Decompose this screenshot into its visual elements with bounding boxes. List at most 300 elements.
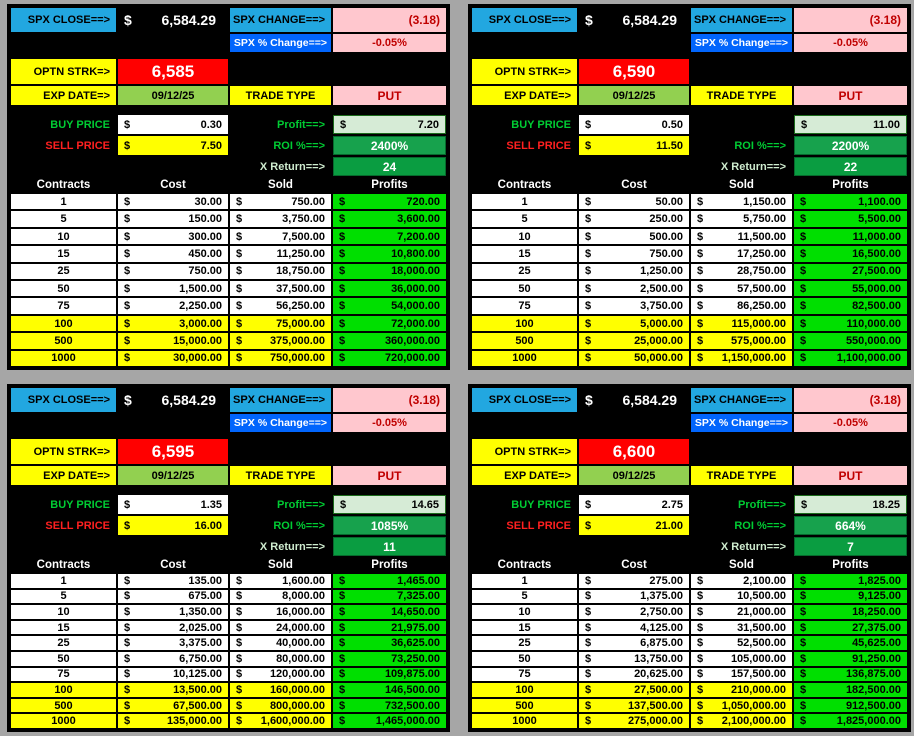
col-header-contracts: Contracts xyxy=(36,179,91,191)
dollar-sign: $ xyxy=(339,282,346,295)
contracts-cell: 50 xyxy=(11,281,116,296)
dollar-sign: $ xyxy=(236,683,243,696)
table-row xyxy=(472,683,907,697)
contracts-cell: 100 xyxy=(11,683,116,697)
dollar-sign: $ xyxy=(124,352,131,365)
spx-close-amount: 6,584.29 xyxy=(161,12,216,28)
profit-amount: 146,500.00 xyxy=(384,683,440,696)
dollar-sign: $ xyxy=(124,605,131,618)
exp-date-value[interactable]: 09/12/25 xyxy=(579,86,689,105)
col-header-sold: Sold xyxy=(268,179,293,191)
cost-cell xyxy=(579,246,689,261)
dollar-sign: $ xyxy=(585,230,592,243)
spx-pct-row xyxy=(11,34,446,52)
contracts-table xyxy=(472,574,907,728)
profit-cell xyxy=(333,699,446,713)
dollar-sign: $ xyxy=(124,574,131,587)
profit-value xyxy=(333,115,446,134)
profit-label: Profit==> xyxy=(277,498,325,511)
spx-close-amount: 6,584.29 xyxy=(622,392,677,408)
table-row xyxy=(11,229,446,244)
sold-cell xyxy=(230,194,331,209)
table-row xyxy=(11,351,446,366)
col-header-profits: Profits xyxy=(832,179,869,191)
profit-cell xyxy=(794,636,907,650)
dollar-sign: $ xyxy=(697,247,704,260)
dollar-sign: $ xyxy=(124,715,131,728)
sell-price-input[interactable] xyxy=(579,136,689,155)
buy-price-input[interactable] xyxy=(118,115,228,134)
spx-close-label: SPX CLOSE==> xyxy=(472,388,577,412)
trade-type-value[interactable]: PUT xyxy=(333,86,446,105)
table-row xyxy=(472,652,907,666)
table-row xyxy=(472,298,907,313)
table-row xyxy=(11,211,446,226)
cost-cell xyxy=(579,590,689,604)
dollar-sign: $ xyxy=(585,574,592,587)
contracts-cell: 75 xyxy=(472,298,577,313)
profit-amount: 18,000.00 xyxy=(391,265,440,278)
dollar-sign: $ xyxy=(236,247,243,260)
dollar-sign: $ xyxy=(124,118,131,131)
x-return-label: X Return==> xyxy=(720,540,786,553)
table-row xyxy=(11,714,446,728)
dollar-sign: $ xyxy=(236,621,243,634)
profit-label: Profit==> xyxy=(277,118,325,131)
dollar-sign: $ xyxy=(800,300,807,313)
dollar-sign: $ xyxy=(339,334,346,347)
contracts-cell: 15 xyxy=(472,621,577,635)
optn-strk-value[interactable]: 6,585 xyxy=(118,59,228,84)
dollar-sign: $ xyxy=(236,668,243,681)
row-spacer xyxy=(11,487,446,495)
trade-type-value[interactable]: PUT xyxy=(794,86,907,105)
contracts-cell: 1 xyxy=(472,574,577,588)
sold-amount: 2,100.00 xyxy=(743,574,786,587)
spx-change-label: SPX CHANGE==> xyxy=(230,388,331,412)
contracts-cell: 1 xyxy=(472,194,577,209)
profit-amount: 9,125.00 xyxy=(858,590,901,603)
dollar-sign: $ xyxy=(801,118,808,131)
table-row xyxy=(472,714,907,728)
cost-amount: 2,500.00 xyxy=(640,282,683,295)
profit-cell xyxy=(794,605,907,619)
table-row xyxy=(11,316,446,331)
spx-close-row xyxy=(472,8,907,32)
cost-cell xyxy=(579,316,689,331)
sell-price-amount: 11.50 xyxy=(656,139,683,152)
contracts-cell: 1 xyxy=(11,574,116,588)
profit-cell xyxy=(333,194,446,209)
profit-amount: 54,000.00 xyxy=(391,300,440,313)
sell-price-row xyxy=(472,516,907,535)
optn-strk-label: OPTN STRK=> xyxy=(472,59,577,84)
dollar-sign: $ xyxy=(339,699,346,712)
empty-cell xyxy=(691,59,792,84)
cost-amount: 25,000.00 xyxy=(634,334,683,347)
spx-pct-row xyxy=(472,34,907,52)
dollar-sign: $ xyxy=(339,230,346,243)
buy-price-amount: 0.30 xyxy=(200,118,222,131)
dollar-sign: $ xyxy=(800,699,807,712)
spx-close-row xyxy=(11,8,446,32)
trade-type-value[interactable]: PUT xyxy=(333,466,446,485)
contracts-cell: 10 xyxy=(11,605,116,619)
buy-price-amount: 2.75 xyxy=(661,498,683,511)
profit-cell xyxy=(333,636,446,650)
dollar-sign: $ xyxy=(697,352,704,365)
profit-amount: 550,000.00 xyxy=(845,334,901,347)
option-strike-panel xyxy=(7,384,450,732)
dollar-sign: $ xyxy=(339,265,346,278)
profit-amount: 7,325.00 xyxy=(397,590,440,603)
sold-amount: 750,000.00 xyxy=(269,352,325,365)
col-header-contracts: Contracts xyxy=(497,559,552,571)
dollar-sign: $ xyxy=(585,637,592,650)
sold-amount: 1,600,000.00 xyxy=(260,715,325,728)
profit-cell xyxy=(333,333,446,348)
dollar-sign: $ xyxy=(124,317,131,330)
profit-cell xyxy=(794,333,907,348)
sold-cell xyxy=(691,621,792,635)
empty-cell xyxy=(794,439,907,464)
sold-amount: 75,000.00 xyxy=(276,317,325,330)
profit-amount: 7,200.00 xyxy=(397,230,440,243)
cost-amount: 5,000.00 xyxy=(640,317,683,330)
contracts-cell: 10 xyxy=(11,229,116,244)
strike-row xyxy=(11,59,446,84)
dollar-sign: $ xyxy=(585,498,592,511)
cost-cell xyxy=(118,281,228,296)
cost-cell xyxy=(118,229,228,244)
profit-cell xyxy=(333,229,446,244)
x-return-label: X Return==> xyxy=(259,540,325,553)
dollar-sign: $ xyxy=(585,699,592,712)
profit-cell xyxy=(794,316,907,331)
dollar-sign: $ xyxy=(236,317,243,330)
dollar-sign: $ xyxy=(697,621,704,634)
cost-amount: 750.00 xyxy=(188,265,222,278)
dollar-sign: $ xyxy=(697,195,704,208)
cost-cell xyxy=(579,652,689,666)
col-header-profits: Profits xyxy=(371,179,408,191)
cost-amount: 27,500.00 xyxy=(634,683,683,696)
sold-amount: 11,500.00 xyxy=(737,230,786,243)
sold-amount: 8,000.00 xyxy=(282,590,325,603)
dollar-sign: $ xyxy=(585,334,592,347)
sold-cell xyxy=(230,211,331,226)
spx-close-value xyxy=(579,388,689,412)
sold-cell xyxy=(230,316,331,331)
profit-amount: 1,825.00 xyxy=(858,574,901,587)
contracts-cell: 1000 xyxy=(472,714,577,728)
roi-value: 2200% xyxy=(794,136,907,155)
sell-price-input[interactable] xyxy=(118,516,228,535)
cost-amount: 135,000.00 xyxy=(166,715,222,728)
col-header-profits: Profits xyxy=(832,559,869,571)
dollar-sign: $ xyxy=(124,195,131,208)
cost-amount: 3,000.00 xyxy=(179,317,222,330)
sold-cell xyxy=(691,298,792,313)
dollar-sign: $ xyxy=(124,12,132,28)
dollar-sign: $ xyxy=(124,230,131,243)
empty-cell xyxy=(11,537,116,556)
sold-amount: 800,000.00 xyxy=(269,699,325,712)
optn-strk-value[interactable]: 6,600 xyxy=(579,439,689,464)
table-row xyxy=(472,264,907,279)
dollar-sign: $ xyxy=(585,282,592,295)
profit-amount: 7.20 xyxy=(417,118,439,131)
contracts-cell: 100 xyxy=(472,683,577,697)
dollar-sign: $ xyxy=(124,265,131,278)
cost-amount: 3,375.00 xyxy=(179,637,222,650)
dollar-sign: $ xyxy=(339,605,346,618)
sell-price-row xyxy=(11,516,446,535)
dollar-sign: $ xyxy=(236,300,243,313)
optn-strk-value[interactable]: 6,590 xyxy=(579,59,689,84)
row-spacer xyxy=(472,107,907,115)
cost-amount: 500.00 xyxy=(649,230,683,243)
profit-amount: 1,465,000.00 xyxy=(375,715,440,728)
roi-label: ROI %==> xyxy=(273,519,325,532)
sold-cell xyxy=(691,714,792,728)
profit-cell xyxy=(333,683,446,697)
sell-price-row xyxy=(11,136,446,155)
profit-cell xyxy=(333,264,446,279)
dollar-sign: $ xyxy=(236,352,243,365)
cost-cell xyxy=(118,621,228,635)
cost-cell xyxy=(579,351,689,366)
table-row xyxy=(11,652,446,666)
sold-amount: 1,150.00 xyxy=(743,195,786,208)
buy-price-label: BUY PRICE xyxy=(511,498,571,511)
dollar-sign: $ xyxy=(697,300,704,313)
trade-type-label: TRADE TYPE xyxy=(230,86,331,105)
empty-cell xyxy=(691,439,792,464)
sell-price-input[interactable] xyxy=(118,136,228,155)
spx-close-amount: 6,584.29 xyxy=(622,12,677,28)
cost-cell xyxy=(579,298,689,313)
exp-date-value[interactable]: 09/12/25 xyxy=(579,466,689,485)
sold-amount: 105,000.00 xyxy=(730,652,786,665)
spx-change-value: (3.18) xyxy=(794,8,907,32)
dollar-sign: $ xyxy=(339,668,346,681)
cost-cell xyxy=(579,636,689,650)
empty-cell xyxy=(794,59,907,84)
strike-row xyxy=(11,439,446,464)
option-strike-panel xyxy=(7,4,450,370)
sell-price-row xyxy=(472,136,907,155)
sold-cell xyxy=(230,590,331,604)
cost-cell xyxy=(118,194,228,209)
profit-cell xyxy=(333,621,446,635)
sold-amount: 80,000.00 xyxy=(276,652,325,665)
sold-cell xyxy=(230,621,331,635)
contracts-cell: 5 xyxy=(11,211,116,226)
table-row xyxy=(11,246,446,261)
sold-amount: 16,000.00 xyxy=(276,605,325,618)
dollar-sign: $ xyxy=(124,590,131,603)
option-strike-panel xyxy=(468,384,911,732)
dollar-sign: $ xyxy=(800,668,807,681)
spx-close-row xyxy=(11,388,446,412)
buy-price-row xyxy=(472,495,907,514)
spx-pct-change-label: SPX % Change==> xyxy=(230,34,331,52)
contracts-cell: 75 xyxy=(11,298,116,313)
buy-price-input[interactable] xyxy=(579,115,689,134)
x-return-row xyxy=(472,537,907,556)
contracts-cell: 25 xyxy=(11,264,116,279)
dollar-sign: $ xyxy=(585,652,592,665)
dollar-sign: $ xyxy=(585,300,592,313)
cost-amount: 2,750.00 xyxy=(640,605,683,618)
trade-type-label: TRADE TYPE xyxy=(691,466,792,485)
contracts-cell: 75 xyxy=(11,668,116,682)
dollar-sign: $ xyxy=(800,715,807,728)
cost-amount: 135.00 xyxy=(188,574,222,587)
contracts-cell: 100 xyxy=(11,316,116,331)
table-row xyxy=(472,211,907,226)
profit-cell xyxy=(333,590,446,604)
sold-cell xyxy=(691,351,792,366)
sold-amount: 21,000.00 xyxy=(737,605,786,618)
dollar-sign: $ xyxy=(124,652,131,665)
col-header-contracts: Contracts xyxy=(36,559,91,571)
empty-cell xyxy=(230,439,331,464)
sold-amount: 3,750.00 xyxy=(282,213,325,226)
exp-date-value[interactable]: 09/12/25 xyxy=(118,86,228,105)
sold-amount: 57,500.00 xyxy=(737,282,786,295)
cost-cell xyxy=(579,699,689,713)
cost-amount: 1,500.00 xyxy=(179,282,222,295)
spx-close-label: SPX CLOSE==> xyxy=(11,388,116,412)
dollar-sign: $ xyxy=(236,637,243,650)
profit-cell xyxy=(794,211,907,226)
profit-amount: 21,975.00 xyxy=(391,621,440,634)
cost-cell xyxy=(579,621,689,635)
profit-amount: 10,800.00 xyxy=(391,247,440,260)
table-row xyxy=(472,636,907,650)
profit-amount: 1,100.00 xyxy=(858,195,901,208)
dollar-sign: $ xyxy=(800,317,807,330)
sold-cell xyxy=(230,636,331,650)
spx-close-value xyxy=(118,8,228,32)
sold-cell xyxy=(230,351,331,366)
dollar-sign: $ xyxy=(124,621,131,634)
profit-cell xyxy=(333,668,446,682)
profit-amount: 36,625.00 xyxy=(391,637,440,650)
cost-amount: 250.00 xyxy=(649,213,683,226)
dollar-sign: $ xyxy=(697,715,704,728)
contracts-cell: 50 xyxy=(472,281,577,296)
dollar-sign: $ xyxy=(585,590,592,603)
dollar-sign: $ xyxy=(697,230,704,243)
cost-cell xyxy=(579,194,689,209)
dollar-sign: $ xyxy=(339,621,346,634)
cost-amount: 275,000.00 xyxy=(627,715,683,728)
sell-price-label: SELL PRICE xyxy=(506,139,571,152)
dollar-sign: $ xyxy=(585,621,592,634)
exp-date-label: EXP DATE=> xyxy=(472,466,577,485)
sell-price-input[interactable] xyxy=(579,516,689,535)
exp-date-row xyxy=(472,86,907,105)
spx-change-value: (3.18) xyxy=(333,8,446,32)
profit-cell xyxy=(333,316,446,331)
sold-amount: 40,000.00 xyxy=(276,637,325,650)
cost-amount: 50,000.00 xyxy=(634,352,683,365)
dollar-sign: $ xyxy=(124,668,131,681)
sold-cell xyxy=(230,281,331,296)
option-strike-panel xyxy=(468,4,911,370)
cost-amount: 2,250.00 xyxy=(179,300,222,313)
buy-price-input[interactable] xyxy=(118,495,228,514)
optn-strk-value[interactable]: 6,595 xyxy=(118,439,228,464)
sold-cell xyxy=(691,574,792,588)
cost-cell xyxy=(118,605,228,619)
table-row xyxy=(472,246,907,261)
sell-price-amount: 21.00 xyxy=(655,519,683,532)
contracts-cell: 15 xyxy=(472,246,577,261)
x-return-label: X Return==> xyxy=(259,160,325,173)
profit-cell xyxy=(794,668,907,682)
table-row xyxy=(472,351,907,366)
dollar-sign: $ xyxy=(585,352,592,365)
dollar-sign: $ xyxy=(697,334,704,347)
cost-cell xyxy=(579,605,689,619)
buy-price-row xyxy=(11,495,446,514)
dollar-sign: $ xyxy=(124,498,131,511)
profit-cell xyxy=(794,298,907,313)
profit-label xyxy=(691,115,792,134)
contracts-cell: 25 xyxy=(472,636,577,650)
buy-price-input[interactable] xyxy=(579,495,689,514)
buy-price-label: BUY PRICE xyxy=(50,498,110,511)
sold-cell xyxy=(691,652,792,666)
profit-cell xyxy=(333,652,446,666)
exp-date-value[interactable]: 09/12/25 xyxy=(118,466,228,485)
sold-amount: 1,150,000.00 xyxy=(721,352,786,365)
empty-cell xyxy=(11,414,228,432)
cost-cell xyxy=(579,264,689,279)
contracts-cell: 10 xyxy=(472,229,577,244)
sold-amount: 157,500.00 xyxy=(730,668,786,681)
table-row xyxy=(11,194,446,209)
table-row xyxy=(11,636,446,650)
sold-amount: 56,250.00 xyxy=(276,300,325,313)
dollar-sign: $ xyxy=(585,12,593,28)
trade-type-value[interactable]: PUT xyxy=(794,466,907,485)
cost-amount: 675.00 xyxy=(188,590,222,603)
cost-amount: 30,000.00 xyxy=(173,352,222,365)
cost-amount: 1,350.00 xyxy=(179,605,222,618)
sold-cell xyxy=(230,714,331,728)
cost-amount: 13,750.00 xyxy=(634,652,683,665)
sold-cell xyxy=(691,281,792,296)
sold-cell xyxy=(230,264,331,279)
dollar-sign: $ xyxy=(800,352,807,365)
sold-amount: 31,500.00 xyxy=(737,621,786,634)
cost-cell xyxy=(118,590,228,604)
row-spacer xyxy=(472,487,907,495)
cost-cell xyxy=(579,714,689,728)
empty-cell xyxy=(118,157,228,176)
sold-cell xyxy=(230,574,331,588)
empty-cell xyxy=(333,59,446,84)
contracts-cell: 15 xyxy=(11,621,116,635)
cost-cell xyxy=(118,699,228,713)
sold-amount: 575,000.00 xyxy=(730,334,786,347)
cost-amount: 13,500.00 xyxy=(173,683,222,696)
